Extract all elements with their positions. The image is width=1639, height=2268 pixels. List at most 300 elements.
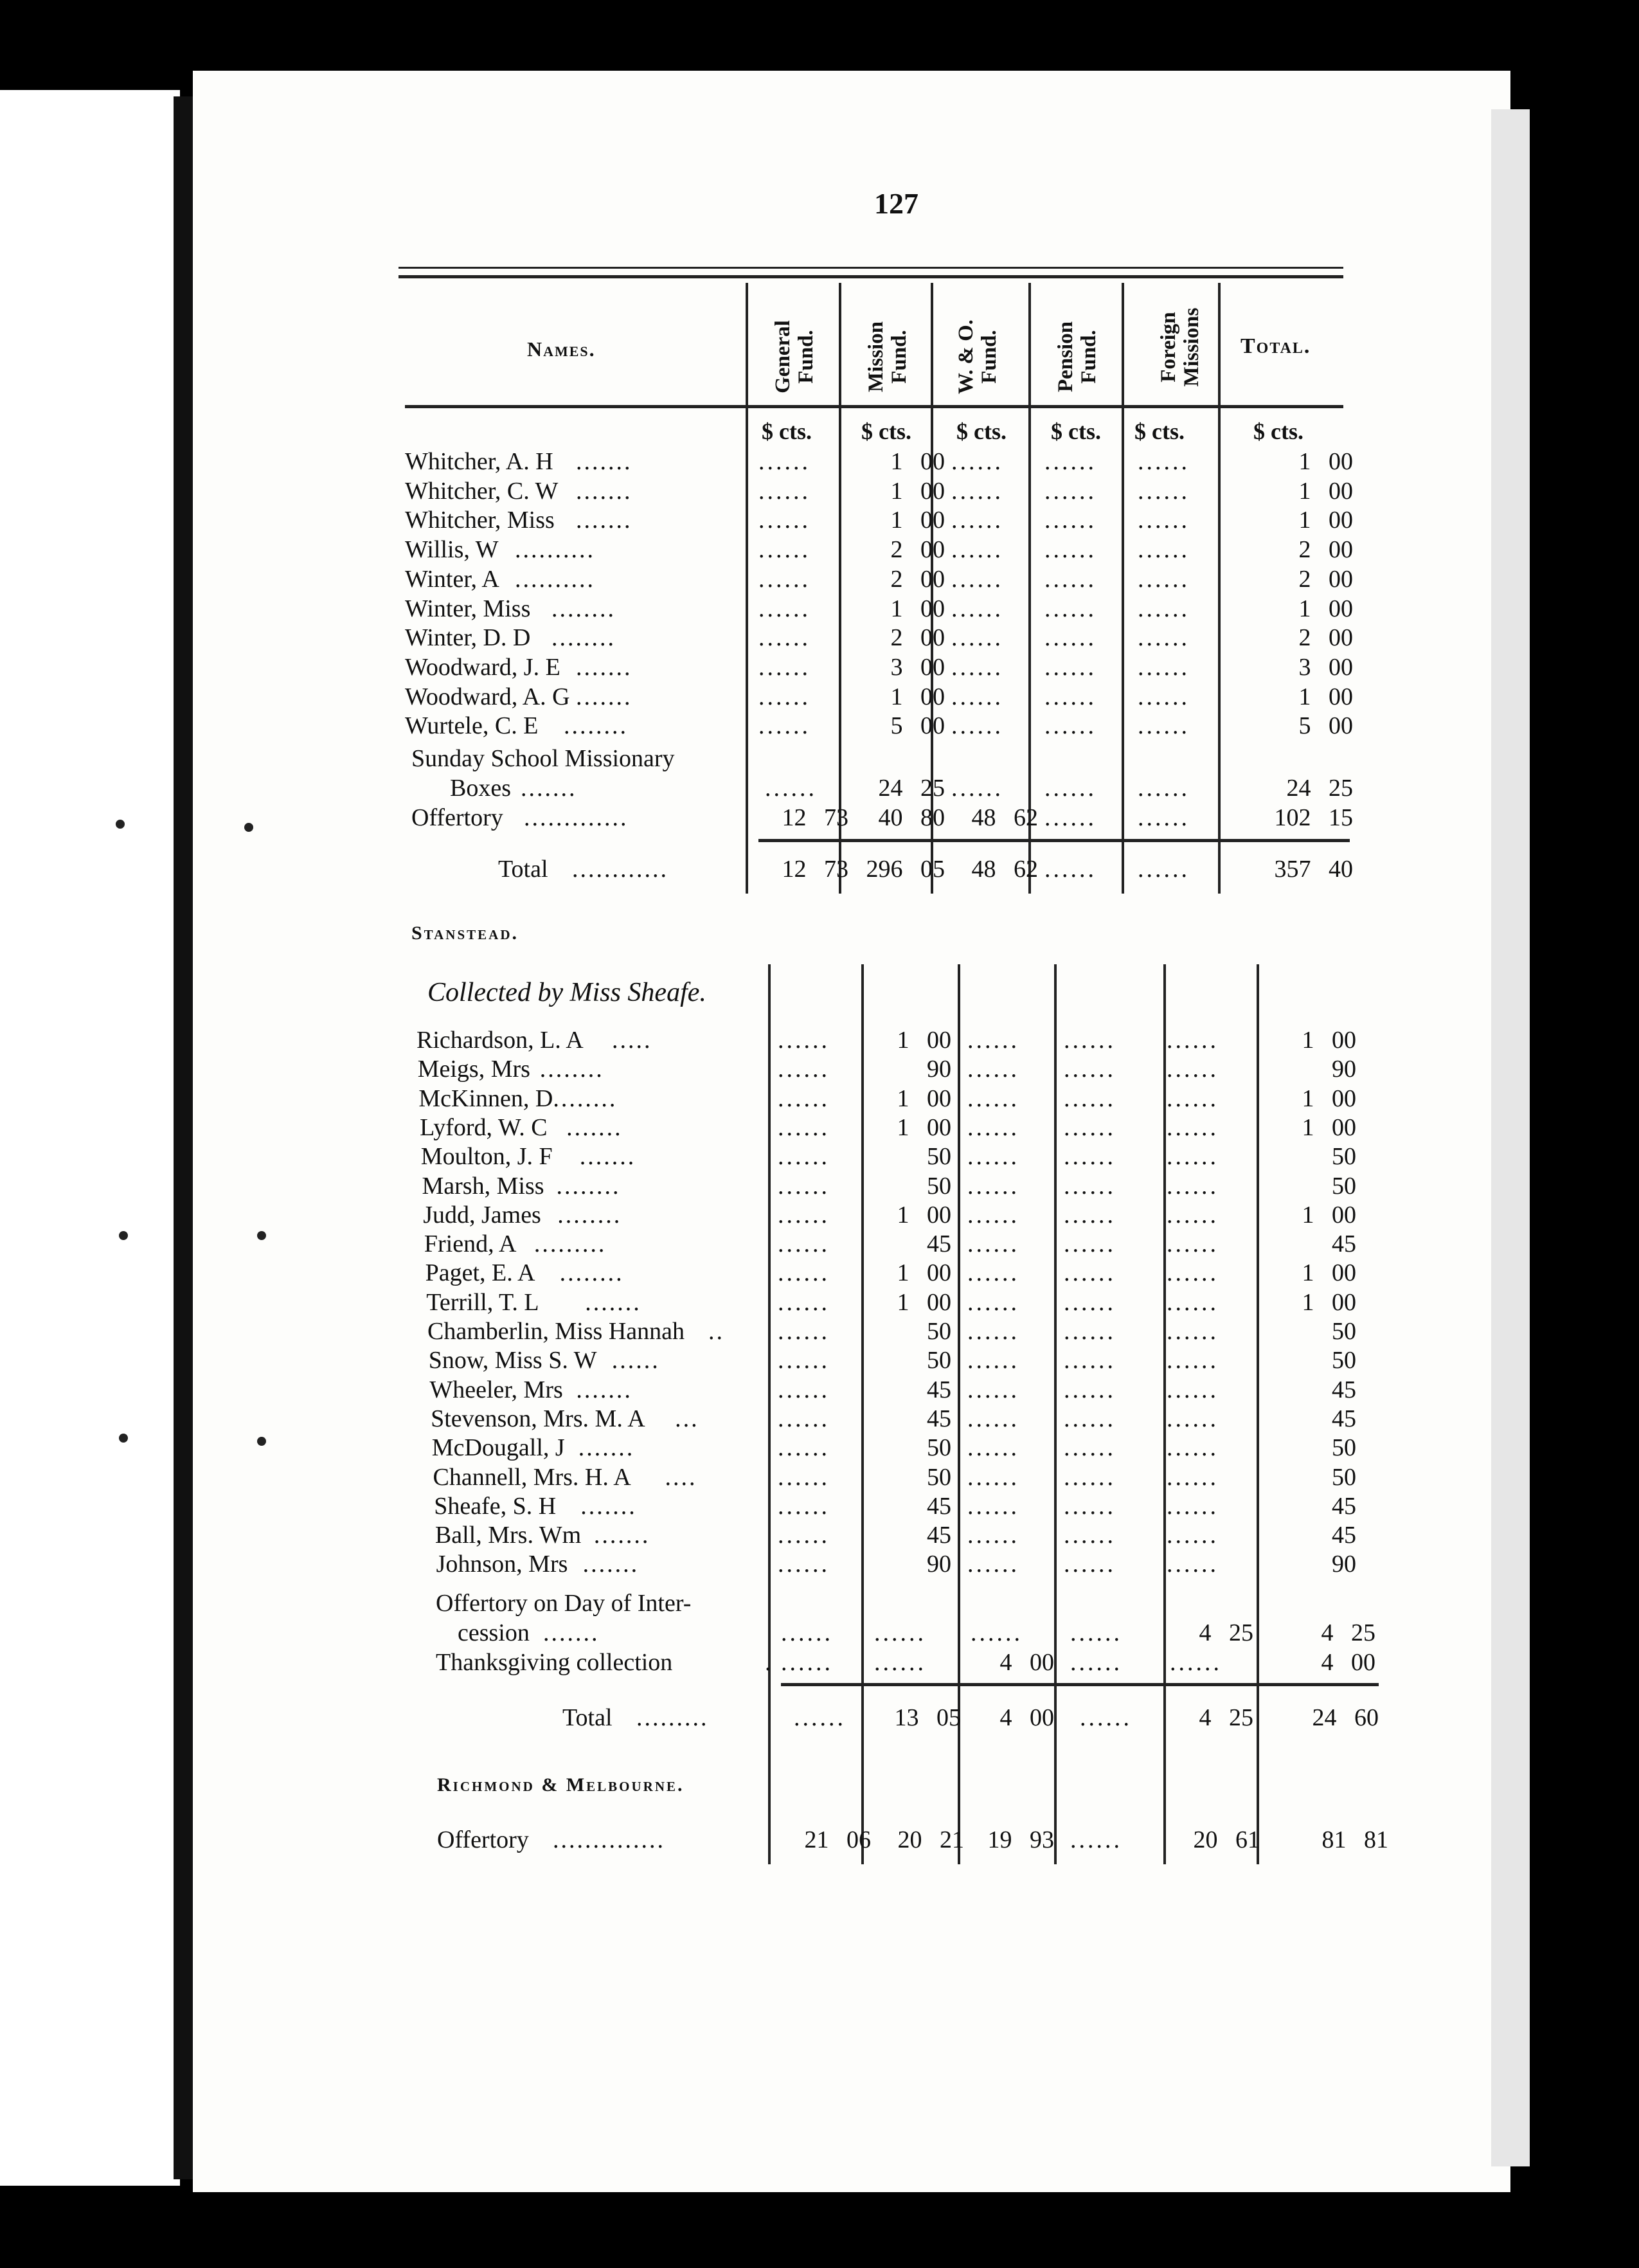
table-row <box>0 565 1639 594</box>
row-name: Wheeler, Mrs <box>429 1376 563 1403</box>
cell-mission <box>861 1376 951 1405</box>
dot-leader: ....... <box>521 775 577 802</box>
cell-foreign <box>1170 1619 1253 1648</box>
dot-leader: ....... <box>576 448 632 475</box>
dot-leader: ....... <box>580 1492 637 1520</box>
dot-leader: .............. <box>553 1826 665 1853</box>
cell-total <box>1279 1648 1375 1677</box>
cell-mission <box>861 1055 951 1084</box>
header-line: Missions <box>1180 307 1203 387</box>
cents: 50 <box>927 1172 951 1200</box>
empty-cell: ...... <box>1064 1376 1116 1403</box>
cents: 45 <box>1332 1376 1356 1403</box>
empty-cell: ...... <box>1138 775 1190 802</box>
cents: 25 <box>1351 1619 1375 1646</box>
empty-cell: ...... <box>758 653 811 681</box>
table-row <box>0 477 1639 506</box>
table-row <box>0 1026 1639 1055</box>
cents: 00 <box>920 595 945 622</box>
empty-cell: ...... <box>1138 624 1190 652</box>
dot-leader: ....... <box>582 1551 640 1578</box>
table-row <box>0 595 1639 624</box>
cell-mission <box>855 624 945 652</box>
empty-cell: ...... <box>1044 712 1097 740</box>
empty-cell: ...... <box>1064 1172 1116 1200</box>
empty-cell: ...... <box>967 1143 1019 1171</box>
empty-cell: ...... <box>778 1522 830 1549</box>
cell-total <box>1250 683 1353 712</box>
dollars: 4 <box>1199 1704 1212 1731</box>
cents: 50 <box>927 1347 951 1374</box>
cell-mission <box>855 774 945 803</box>
dollars: 3 <box>1298 653 1311 681</box>
cents: 45 <box>1332 1522 1356 1549</box>
dollars: 1 <box>897 1113 909 1141</box>
cents: 50 <box>1332 1318 1356 1345</box>
dollars: 1 <box>890 595 903 622</box>
units-pension: $ cts. <box>1051 419 1101 444</box>
dot-leader: ....... <box>585 1288 641 1316</box>
dollars: 5 <box>890 712 903 740</box>
dollars: 3 <box>890 653 903 681</box>
empty-cell: ...... <box>967 1113 1019 1141</box>
dollars: 296 <box>866 856 903 883</box>
cell-mission <box>861 1259 951 1288</box>
dot-leader: ....... <box>543 1619 600 1646</box>
empty-cell: ...... <box>1064 1347 1116 1374</box>
cell-total <box>1250 506 1353 535</box>
cents: 93 <box>1030 1826 1054 1853</box>
cents: 00 <box>1332 1084 1356 1112</box>
header-line: Fund. <box>888 330 911 384</box>
cents: 00 <box>1332 1113 1356 1141</box>
cents: 60 <box>1354 1704 1379 1731</box>
empty-cell: ...... <box>1167 1347 1219 1374</box>
dot-leader: ........ <box>551 624 616 652</box>
cents: 00 <box>920 477 945 505</box>
cell-mission <box>855 536 945 564</box>
cell-mission <box>861 1084 951 1113</box>
empty-cell: ...... <box>967 1405 1019 1432</box>
empty-cell: ...... <box>758 624 811 652</box>
cell-total <box>1260 1317 1356 1346</box>
cents: 45 <box>927 1376 951 1403</box>
header-line: Fund. <box>794 330 818 384</box>
empty-cell: ...... <box>1064 1492 1116 1520</box>
dollars: 1 <box>1298 595 1311 622</box>
dollars: 2 <box>1298 624 1311 652</box>
cell-total <box>1260 1259 1356 1288</box>
row-name: Friend, A <box>424 1230 517 1258</box>
empty-cell: ...... <box>1167 1463 1219 1491</box>
row-name: cession <box>458 1619 530 1646</box>
cell-mission <box>855 712 945 741</box>
table-row <box>0 1492 1639 1521</box>
empty-cell: ...... <box>778 1347 830 1374</box>
empty-cell: ...... <box>967 1318 1019 1345</box>
cell-total <box>1250 624 1353 652</box>
empty-cell: ...... <box>778 1113 830 1141</box>
empty-cell: ...... <box>951 565 1003 593</box>
table-row <box>0 1317 1639 1346</box>
empty-cell: ...... <box>1138 565 1190 593</box>
table-row <box>0 1550 1639 1579</box>
table-row-intercession <box>0 1619 1639 1648</box>
row-name: Willis, W <box>405 536 499 564</box>
dot-leader: ........ <box>556 1172 621 1200</box>
table-row <box>0 1201 1639 1230</box>
row-name: Richardson, L. A <box>416 1027 584 1054</box>
cents: 90 <box>1332 1056 1356 1083</box>
cell-total <box>1240 855 1353 884</box>
row-name: Thanksgiving collection <box>436 1649 673 1676</box>
dollars: 1 <box>1298 683 1311 710</box>
empty-cell: ...... <box>1167 1551 1219 1578</box>
row-name: Stevenson, Mrs. M. A <box>431 1405 645 1432</box>
row-name: Whitcher, A. H <box>405 448 553 475</box>
empty-cell: ...... <box>1167 1288 1219 1316</box>
cell-mission <box>861 1288 951 1317</box>
dot-leader: ........ <box>553 1084 618 1112</box>
empty-cell: ...... <box>1044 507 1097 534</box>
dollars: 24 <box>1312 1704 1337 1731</box>
table-row-offertory <box>0 804 1639 833</box>
row-name: Offertory on Day of Inter- <box>436 1590 692 1617</box>
cell-total <box>1260 1026 1356 1055</box>
empty-cell: ...... <box>1044 477 1097 505</box>
dollars: 81 <box>1321 1826 1347 1853</box>
table-row <box>0 1376 1639 1405</box>
cents: 50 <box>1332 1347 1356 1374</box>
dollars: 20 <box>1193 1826 1218 1853</box>
cell-total <box>1250 653 1353 682</box>
row-name: Terrill, T. L <box>426 1288 539 1316</box>
table-row <box>0 1346 1639 1375</box>
empty-cell: ...... <box>1064 1113 1116 1141</box>
cents: 00 <box>1332 1259 1356 1287</box>
cents: 00 <box>1329 507 1353 534</box>
dollars: 4 <box>999 1704 1012 1731</box>
cell-wo <box>948 804 1038 833</box>
table-row <box>0 1405 1639 1434</box>
dollars: 24 <box>1286 775 1311 802</box>
cell-total <box>1260 1113 1356 1142</box>
cell-mission <box>861 1521 951 1550</box>
cents: 50 <box>927 1143 951 1171</box>
cell-total <box>1250 804 1353 833</box>
cell-total <box>1250 565 1353 594</box>
cell-total <box>1250 536 1353 564</box>
dollars: 2 <box>1298 536 1311 564</box>
dot-leader: ............. <box>524 804 629 831</box>
dot-leader: ....... <box>576 477 632 505</box>
empty-cell: ...... <box>758 477 811 505</box>
dollars: 1 <box>1302 1084 1314 1112</box>
empty-cell: ...... <box>1044 536 1097 564</box>
cents: 25 <box>1229 1704 1253 1731</box>
cell-general <box>758 855 848 884</box>
dollars: 2 <box>890 624 903 652</box>
empty-cell: ...... <box>778 1551 830 1578</box>
cents: 15 <box>1329 804 1353 831</box>
table-row <box>0 506 1639 535</box>
cents: 81 <box>1364 1826 1388 1853</box>
empty-cell: ...... <box>778 1084 830 1112</box>
cents: 00 <box>1351 1649 1375 1676</box>
cents: 62 <box>1014 856 1038 883</box>
cell-mission <box>855 683 945 712</box>
empty-cell: ...... <box>758 565 811 593</box>
header-line: W. & O. <box>954 319 978 395</box>
dot-leader: ........ <box>557 1201 622 1228</box>
empty-cell: ...... <box>967 1463 1019 1491</box>
table-row <box>0 536 1639 564</box>
cents: 00 <box>1329 565 1353 593</box>
empty-cell: ...... <box>967 1492 1019 1520</box>
dollars: 2 <box>890 565 903 593</box>
cents: 06 <box>846 1826 871 1853</box>
cents: 73 <box>824 856 848 883</box>
cents: 61 <box>1235 1826 1260 1853</box>
empty-cell: ...... <box>967 1027 1019 1054</box>
empty-cell: ...... <box>778 1463 830 1491</box>
empty-cell: ...... <box>967 1288 1019 1316</box>
table-row <box>0 1113 1639 1142</box>
cell-total <box>1279 1826 1388 1855</box>
empty-cell: ...... <box>1044 565 1097 593</box>
cell-total <box>1260 1230 1356 1259</box>
cents: 00 <box>1329 624 1353 652</box>
empty-cell: ...... <box>1064 1056 1116 1083</box>
dollars: 2 <box>1298 565 1311 593</box>
dot-leader: .......... <box>515 536 595 564</box>
empty-cell: ...... <box>951 536 1003 564</box>
dollars: 1 <box>1298 477 1311 505</box>
dollars: 48 <box>971 856 996 883</box>
dollars: 21 <box>804 1826 829 1853</box>
cents: 00 <box>920 712 945 740</box>
empty-cell: ...... <box>765 775 817 802</box>
table-row <box>0 1172 1639 1201</box>
header-line: Mission <box>864 321 888 393</box>
table-row <box>0 1142 1639 1171</box>
dot-leader: ..... <box>612 1027 652 1054</box>
cents: 00 <box>1329 683 1353 710</box>
dollars: 1 <box>1302 1288 1314 1316</box>
table-row <box>0 1259 1639 1288</box>
cents: 45 <box>927 1522 951 1549</box>
dot-leader: ....... <box>576 1376 632 1403</box>
empty-cell: ...... <box>1064 1027 1116 1054</box>
cents: 00 <box>1332 1201 1356 1228</box>
empty-cell: ...... <box>1167 1113 1219 1141</box>
cents: 00 <box>920 565 945 593</box>
dollars: 1 <box>1298 448 1311 475</box>
row-name: Moulton, J. F <box>420 1143 553 1171</box>
cell-mission <box>861 1317 951 1346</box>
dollars: 4 <box>1321 1649 1334 1676</box>
dot-leader: ............ <box>572 856 668 883</box>
dollars: 1 <box>897 1027 909 1054</box>
row-name: Offertory <box>437 1826 529 1853</box>
empty-cell: ...... <box>1138 507 1190 534</box>
empty-cell: ...... <box>951 775 1003 802</box>
row-name: Whitcher, C. W <box>405 477 559 505</box>
dollars: 4 <box>1199 1619 1212 1646</box>
empty-cell: ...... <box>1070 1649 1122 1676</box>
row-name: Chamberlin, Miss Hannah <box>427 1318 685 1345</box>
empty-cell: ...... <box>1167 1056 1219 1083</box>
empty-cell: ...... <box>758 448 811 475</box>
row-name: Lyford, W. C <box>420 1113 548 1141</box>
empty-cell: ...... <box>1167 1172 1219 1200</box>
row-name: Wurtele, C. E <box>405 712 539 740</box>
empty-cell: ...... <box>778 1405 830 1432</box>
cell-total <box>1260 1376 1356 1405</box>
table-row-offertory <box>0 1826 1639 1855</box>
dollars: 4 <box>1321 1619 1334 1646</box>
table-row <box>0 712 1639 741</box>
empty-cell: ...... <box>951 712 1003 740</box>
empty-cell: ...... <box>1064 1201 1116 1228</box>
empty-cell: ...... <box>1064 1434 1116 1462</box>
row-name: Total <box>562 1704 613 1731</box>
column-header-mission-fund <box>864 292 916 421</box>
table-row <box>0 624 1639 652</box>
cell-total <box>1260 1463 1356 1492</box>
cents: 00 <box>920 683 945 710</box>
table-row <box>0 1055 1639 1084</box>
cell-mission <box>855 565 945 594</box>
cents: 50 <box>1332 1463 1356 1491</box>
cell-wo <box>948 855 1038 884</box>
dollars: 1 <box>897 1259 909 1287</box>
empty-cell: ...... <box>781 1649 833 1676</box>
dot-leader: .... <box>665 1463 697 1491</box>
cents: 00 <box>927 1201 951 1228</box>
cents: 21 <box>940 1826 964 1853</box>
cents: 00 <box>927 1084 951 1112</box>
cents: 00 <box>1329 536 1353 564</box>
cents: 00 <box>1329 448 1353 475</box>
dot-leader: ........ <box>551 595 616 622</box>
row-name: Meigs, Mrs <box>417 1056 530 1083</box>
empty-cell: ...... <box>1070 1826 1122 1853</box>
dollars: 1 <box>897 1288 909 1316</box>
empty-cell: ...... <box>778 1259 830 1287</box>
row-name: Winter, A <box>405 565 499 593</box>
cents: 00 <box>1030 1704 1054 1731</box>
row-name: Sheafe, S. H <box>434 1492 557 1520</box>
cell-mission <box>861 1172 951 1201</box>
row-name: Winter, Miss <box>405 595 531 622</box>
cell-total <box>1250 447 1353 476</box>
row-name: Johnson, Mrs <box>436 1551 568 1578</box>
empty-cell: ...... <box>1167 1230 1219 1258</box>
cents: 25 <box>920 775 945 802</box>
column-header-foreign-missions <box>1157 273 1208 421</box>
row-name: Woodward, J. E <box>405 653 560 681</box>
empty-cell: ...... <box>1044 804 1097 831</box>
row-name: Total <box>498 856 548 883</box>
empty-cell: ...... <box>1064 1230 1116 1258</box>
table-row <box>0 653 1639 682</box>
empty-cell: ...... <box>778 1143 830 1171</box>
empty-cell: ...... <box>967 1230 1019 1258</box>
empty-cell: ...... <box>758 712 811 740</box>
dollars: 5 <box>1298 712 1311 740</box>
table-row <box>0 1521 1639 1550</box>
cell-total <box>1250 774 1353 803</box>
empty-cell: ...... <box>1064 1318 1116 1345</box>
cell-total <box>1260 1055 1356 1084</box>
dot-leader: ....... <box>578 1434 635 1462</box>
dollars: 13 <box>894 1704 919 1731</box>
dot-leader: ...... <box>611 1347 660 1374</box>
dollars: 1 <box>1298 507 1311 534</box>
table-row <box>0 447 1639 476</box>
dollars: 2 <box>890 536 903 564</box>
empty-cell: ...... <box>1167 1143 1219 1171</box>
cell-total <box>1260 1492 1356 1521</box>
table-row-total <box>0 855 1639 884</box>
cell-general <box>758 804 848 833</box>
dot-leader: .. <box>708 1318 724 1345</box>
table-row-ssmb <box>0 774 1639 803</box>
empty-cell: ...... <box>1138 712 1190 740</box>
empty-cell: ...... <box>778 1056 830 1083</box>
row-name: Paget, E. A <box>425 1259 535 1287</box>
cents: 90 <box>927 1056 951 1083</box>
dot-leader: ....... <box>566 1113 623 1141</box>
dollars: 1 <box>890 448 903 475</box>
cell-mission <box>861 1113 951 1142</box>
cents: 00 <box>920 624 945 652</box>
table-row <box>0 1463 1639 1492</box>
cell-mission <box>855 447 945 476</box>
row-name: Ball, Mrs. Wm <box>434 1522 582 1549</box>
empty-cell: ...... <box>951 653 1003 681</box>
empty-cell: ...... <box>1170 1649 1222 1676</box>
cents: 00 <box>1329 712 1353 740</box>
dot-leader: ....... <box>593 1522 650 1549</box>
empty-cell: ...... <box>1138 804 1190 831</box>
column-header-names: Names. <box>527 338 596 361</box>
row-name: Marsh, Miss <box>422 1172 544 1200</box>
row-name: Whitcher, Miss <box>405 507 555 534</box>
row-name: Channell, Mrs. H. A <box>433 1463 631 1491</box>
cell-wo <box>964 1826 1054 1855</box>
table-row <box>0 1230 1639 1259</box>
dot-leader: ....... <box>576 507 632 534</box>
empty-cell: ...... <box>1138 448 1190 475</box>
header-line: Fund. <box>1077 330 1100 384</box>
cents: 40 <box>1329 856 1353 883</box>
cell-total <box>1260 1550 1356 1579</box>
dollars: 1 <box>1302 1201 1314 1228</box>
dollars: 12 <box>782 804 807 831</box>
cell-total <box>1260 1405 1356 1434</box>
cell-total <box>1260 1172 1356 1201</box>
empty-cell: ...... <box>1138 653 1190 681</box>
empty-cell: ...... <box>874 1619 926 1646</box>
table-row <box>0 1288 1639 1317</box>
empty-cell: ...... <box>778 1318 830 1345</box>
empty-cell: ...... <box>967 1347 1019 1374</box>
empty-cell: ...... <box>1064 1405 1116 1432</box>
dot-leader: ......... <box>533 1230 607 1258</box>
cents: 00 <box>1329 477 1353 505</box>
